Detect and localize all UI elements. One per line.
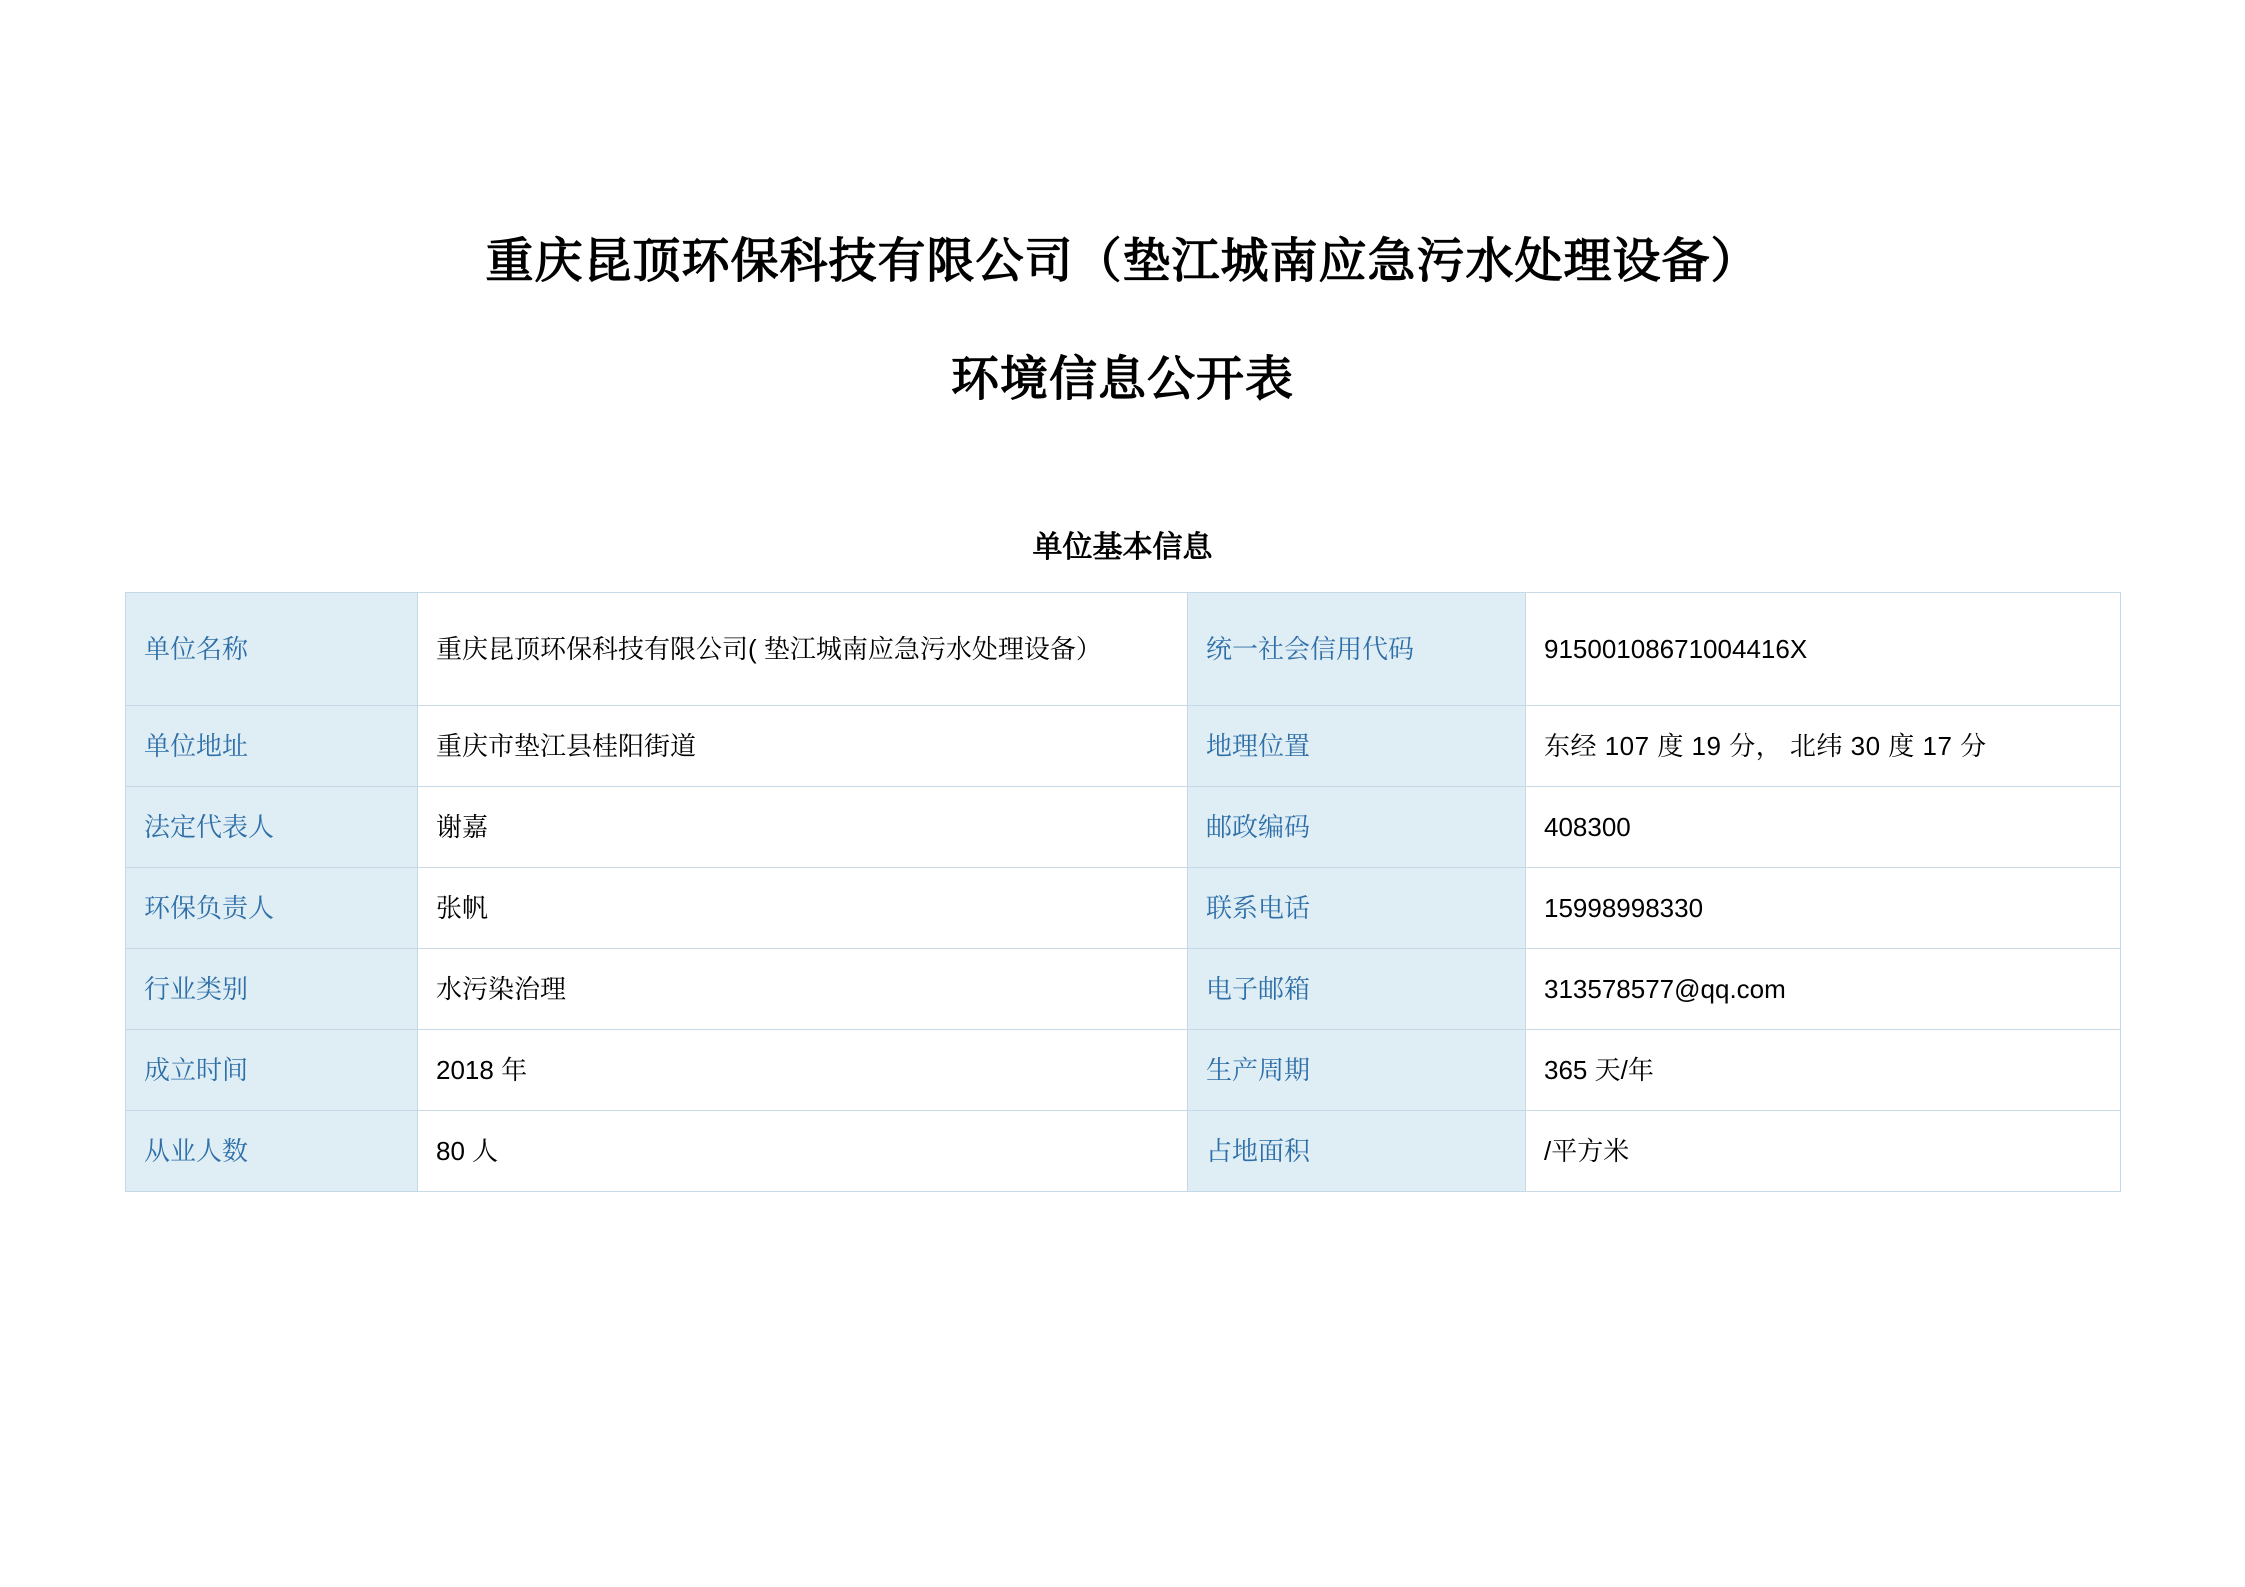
row-label-land-area: 占地面积 bbox=[1188, 1111, 1526, 1192]
document-title-line-2: 环境信息公开表 bbox=[950, 353, 1294, 406]
row-label-production-cycle: 生产周期 bbox=[1188, 1030, 1526, 1111]
row-value-land-area: /平方米 bbox=[1526, 1111, 2121, 1192]
document-title-line-1: 重庆昆顶环保科技有限公司（垫江城南应急污水处理设备） bbox=[485, 235, 1760, 288]
row-value-production-cycle: 365 天/年 bbox=[1526, 1030, 2121, 1111]
table-row bbox=[126, 593, 2121, 706]
table-row bbox=[126, 706, 2121, 787]
document-title-block bbox=[0, 0, 2245, 404]
row-value-credit-code: 91500108671004416X bbox=[1526, 593, 2121, 706]
table-row bbox=[126, 1111, 2121, 1192]
row-value-industry-category: 水污染治理 bbox=[418, 949, 1188, 1030]
row-value-email: 313578577@qq.com bbox=[1526, 949, 2121, 1030]
row-value-geo-location: 东经 107 度 19 分， 北纬 30 度 17 分 bbox=[1526, 706, 2121, 787]
row-label-email: 电子邮箱 bbox=[1188, 949, 1526, 1030]
basic-info-table-wrap bbox=[125, 592, 2120, 1192]
row-value-employee-count: 80 人 bbox=[418, 1111, 1188, 1192]
row-value-unit-address: 重庆市垫江县桂阳街道 bbox=[418, 706, 1188, 787]
basic-info-table bbox=[125, 592, 2121, 1192]
table-row bbox=[126, 868, 2121, 949]
row-label-employee-count: 从业人数 bbox=[126, 1111, 418, 1192]
row-label-industry-category: 行业类别 bbox=[126, 949, 418, 1030]
row-value-established-time: 2018 年 bbox=[418, 1030, 1188, 1111]
row-value-legal-representative: 谢嘉 bbox=[418, 787, 1188, 868]
row-label-legal-representative: 法定代表人 bbox=[126, 787, 418, 868]
table-row bbox=[126, 787, 2121, 868]
row-label-geo-location: 地理位置 bbox=[1188, 706, 1526, 787]
row-value-unit-name: 重庆昆顶环保科技有限公司( 垫江城南应急污水处理设备） bbox=[418, 593, 1188, 706]
row-value-postal-code: 408300 bbox=[1526, 787, 2121, 868]
row-label-env-officer: 环保负责人 bbox=[126, 868, 418, 949]
table-row bbox=[126, 1030, 2121, 1111]
row-label-contact-phone: 联系电话 bbox=[1188, 868, 1526, 949]
table-row bbox=[126, 949, 2121, 1030]
section-title: 单位基本信息 bbox=[1032, 531, 1213, 564]
row-label-postal-code: 邮政编码 bbox=[1188, 787, 1526, 868]
row-value-env-officer: 张帆 bbox=[418, 868, 1188, 949]
row-label-established-time: 成立时间 bbox=[126, 1030, 418, 1111]
row-label-unit-name: 单位名称 bbox=[126, 593, 418, 706]
row-value-contact-phone: 15998998330 bbox=[1526, 868, 2121, 949]
row-label-unit-address: 单位地址 bbox=[126, 706, 418, 787]
row-label-credit-code: 统一社会信用代码 bbox=[1188, 593, 1526, 706]
